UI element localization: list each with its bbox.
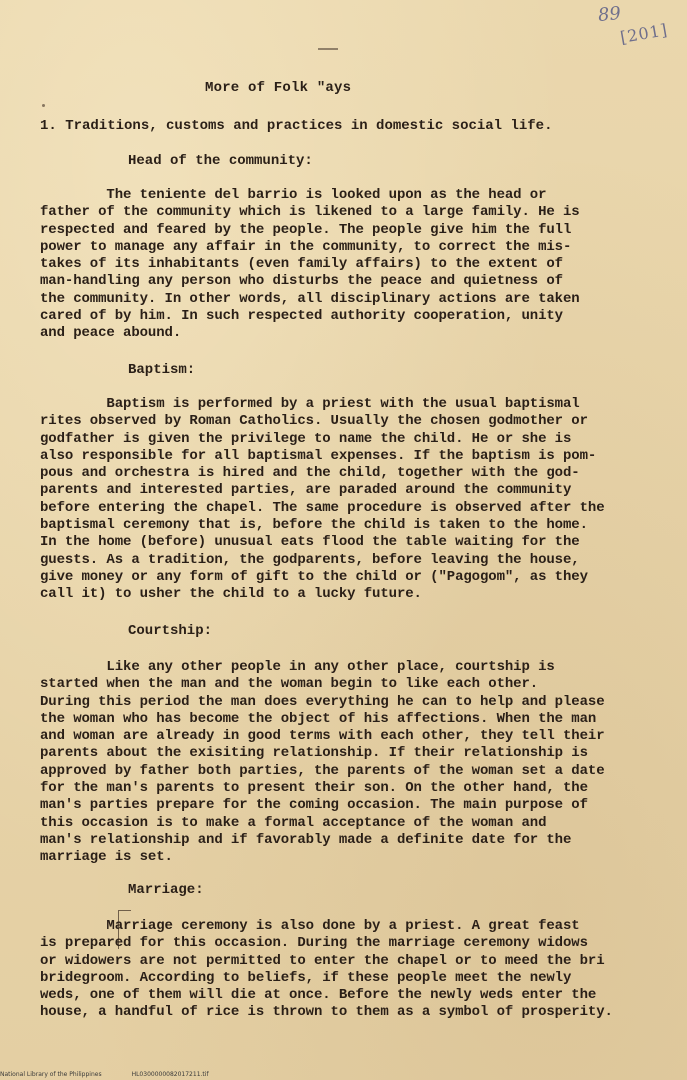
handwritten-bracket-number: [201] [618, 19, 670, 48]
heading-baptism: Baptism: [128, 362, 196, 378]
paragraph-courtship: Like any other people in any other place, courtship is started when the man and the woman begin to like each other. During this period the man does everything he can to help and please the woman who has become the object of his affections. When the man and woman are already in good terms with each other, they tell their parents about the exisiting relationship. If their relationship is approved by father both parties, the parents of the woman set a date for the man's parents to present their son. On the other hand, the man's parties prepare for the coming occasion. The main purpose of this occasion is to make a formal acceptance of the woman and man's relationship and if favorably made a definite date for the marriage is set. [40, 659, 605, 866]
document-title: More of Folk "ays [205, 80, 352, 96]
heading-courtship: Courtship: [128, 623, 213, 639]
scan-footer [0, 1071, 209, 1078]
heading-head-of-community: Head of the community: [128, 153, 313, 169]
paragraph-head-of-community: The teniente del barrio is looked upon as the head or father of the community which is likened to a large family. He is respected and feared by the people. The people give him the full power to manage any affair in the community, to correct the mis- takes of its inhabitants (even family affairs) to the extent of man-handling any person who disturbs the peace and quietness of the community. In other words, all disciplinary actions are taken cared of by him. In such respected authority cooperation, unity and peace abound. [40, 187, 580, 342]
ink-dot [42, 104, 45, 107]
heading-marriage: Marriage: [128, 882, 204, 898]
footer-file-id: HL0300000082017211.tif [131, 1071, 209, 1078]
typed-dash [318, 48, 338, 50]
footer-library: National Library of the Philippines [0, 1071, 102, 1078]
paragraph-baptism: Baptism is performed by a priest with the usual baptismal rites observed by Roman Catholics. Usually the chosen godmother or godfather is given the privilege to name the child. He or she is also responsible for all baptismal expenses. If the baptism is pom- pous and orchestra is hired and the child, together with the god- parents and interested parties, are paraded around the community before entering the chapel. The same procedure is observed after the baptismal ceremony that is, before the child is taken to the home. In the home (before) unusual eats flood the table waiting for the guests. As a tradition, the godparents, before leaving the house, give money or any form of gift to the child or ("Pagogom", as they call it) to usher the child to a lucky future. [40, 396, 605, 603]
paragraph-marriage: Marriage ceremony is also done by a priest. A great feast is prepared for this occasion. During the marriage ceremony widows or widowers are not permitted to enter the chapel or to meed the bri bridegroom. According to beliefs, if these people meet the newly weds, one of them will die at once. Before the newly weds enter the house, a handful of rice is thrown to them as a symbol of prosperity. [40, 918, 613, 1021]
section-heading: 1. Traditions, customs and practices in domestic social life. [40, 118, 553, 134]
handwritten-page-number: 89 [596, 2, 622, 27]
